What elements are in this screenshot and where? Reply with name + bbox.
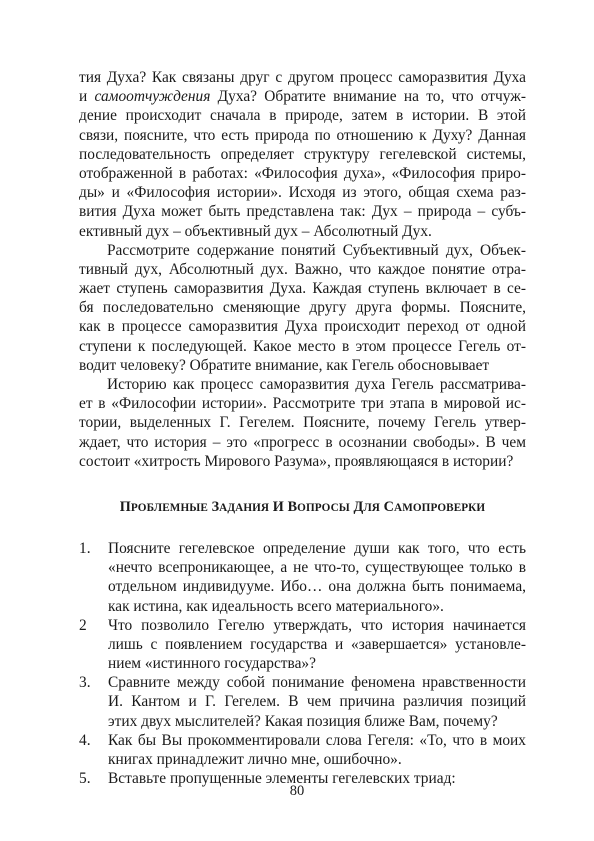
heading-word: РОБЛЕМНЫЕ (130, 501, 208, 514)
text-line: водит человеку? Обратите внимание, как Гегель обосновывает (79, 356, 490, 374)
heading-word: ОПРОСЫ (297, 501, 350, 514)
text-line: тия Духа? Как связаны друг с другом процесс саморазвития Духа (79, 69, 526, 86)
text-line (79, 87, 526, 106)
text-line: жает ступень саморазвития Духа. Каждая ступень включает в се- (79, 280, 526, 298)
question-item (79, 616, 526, 674)
text-line: как в процессе саморазвития Духа происходит переход от одной (79, 318, 526, 336)
question-item (79, 731, 526, 769)
heading-word: АМОПРОВЕРКИ (394, 501, 486, 514)
text-line: как истина, как идеальность всего материального». (108, 597, 444, 615)
page-content (79, 68, 526, 788)
text-line: дение происходит сначала в природе, затем в истории. В этой (79, 107, 526, 125)
body-text (79, 68, 526, 471)
question-number: 1. (79, 539, 91, 557)
text-line: Рассмотрите содержание понятий Субъективный дух, Объек- (107, 241, 526, 259)
question-number: 4. (79, 731, 91, 749)
text-line: ды» и «Философия истории». Исходя из этого, общая схема раз- (79, 184, 526, 202)
text-line: Вставьте пропущенные элементы гегелевских триад: (108, 770, 456, 788)
question-number: 5. (79, 770, 91, 788)
text-line: состоит «хитрость Мирового Разума», проявляющаяся в истории? (79, 452, 514, 470)
question-item (79, 539, 526, 616)
text-line: книгах принадлежит лично мне, ошибочно». (108, 751, 402, 768)
text-line: Сравните между собой понимание феномена нравственности (108, 674, 526, 692)
text-segment: и (79, 88, 95, 106)
text-line: тории, выделенных Г. Гегелем. Поясните, почему Гегель утвер- (79, 414, 526, 432)
section-heading (79, 498, 526, 518)
text-line: лишь с появлением государства и «завершается» установле- (108, 635, 526, 653)
text-line: «нечто всепроникающее, а не что-то, существующее только в (108, 559, 526, 577)
question-number: 2 (79, 616, 87, 634)
heading-initial: З (211, 498, 220, 515)
text-line: вития Духа может быть представлена так: Дух – природа – субъ- (79, 203, 526, 221)
text-line: Что позволило Гегелю утверждать, что история начинается (108, 616, 526, 634)
heading-initial: С (383, 498, 395, 515)
question-text (108, 539, 526, 616)
text-line: нием «истинного государства»? (108, 655, 316, 673)
text-segment: Духа? Обратите внимание на то, что отчуж- (210, 88, 526, 106)
page-number: 80 (289, 783, 305, 799)
text-line: ступени к последующей. Какое место в этом процессе Гегель от- (79, 337, 526, 355)
text-line: ективный дух – объективный дух – Абсолютный Дух. (79, 222, 432, 240)
text-line: Историю как процесс саморазвития духа Гегель рассматрива- (107, 376, 526, 393)
italic-term: самоотчуждения (94, 88, 211, 106)
heading-initial: Д (353, 498, 364, 515)
question-text (108, 616, 526, 674)
text-line: последовательность определяет структуру гегелевской системы, (79, 145, 526, 163)
text-line: Поясните гегелевское определение души как того, что есть (108, 539, 526, 557)
heading-initial: И (272, 498, 284, 515)
heading-word: АДАНИЯ (219, 501, 270, 514)
text-line: тивный дух, Абсолютный дух. Важно, что каждое понятие отра- (79, 260, 526, 278)
text-line: связи, поясните, что есть природа по отношению к Духу? Данная (79, 126, 526, 144)
heading-initial: П (119, 498, 131, 515)
text-line: отдельном индивидууме. Ибо… она должна быть понимаема, (108, 578, 526, 596)
question-text (108, 673, 526, 731)
text-line: ет в «Философии истории». Рассмотрите три этапа в мировой ис- (79, 395, 526, 413)
text-line: бя последовательно сменяющие другу друга формы. Поясните, (79, 299, 526, 317)
question-item (79, 673, 526, 731)
heading-initial: В (287, 498, 298, 515)
heading-word: ЛЯ (363, 501, 380, 514)
text-line: И. Кантом и Г. Гегелем. В чем причина различия позиций (108, 693, 526, 711)
text-line: Как бы Вы прокомментировали слова Гегеля: «То, что в моих (108, 731, 526, 749)
text-line: этих двух мыслителей? Какая позиция ближе Вам, почему? (108, 712, 498, 730)
text-line: отображенной в работах: «Философия духа», «Философия приро- (79, 164, 526, 182)
text-line: ждает, что история – это «прогресс в осознании свободы». В чем (79, 433, 526, 451)
question-number: 3. (79, 674, 91, 692)
question-text (108, 731, 526, 769)
question-list (79, 539, 526, 788)
